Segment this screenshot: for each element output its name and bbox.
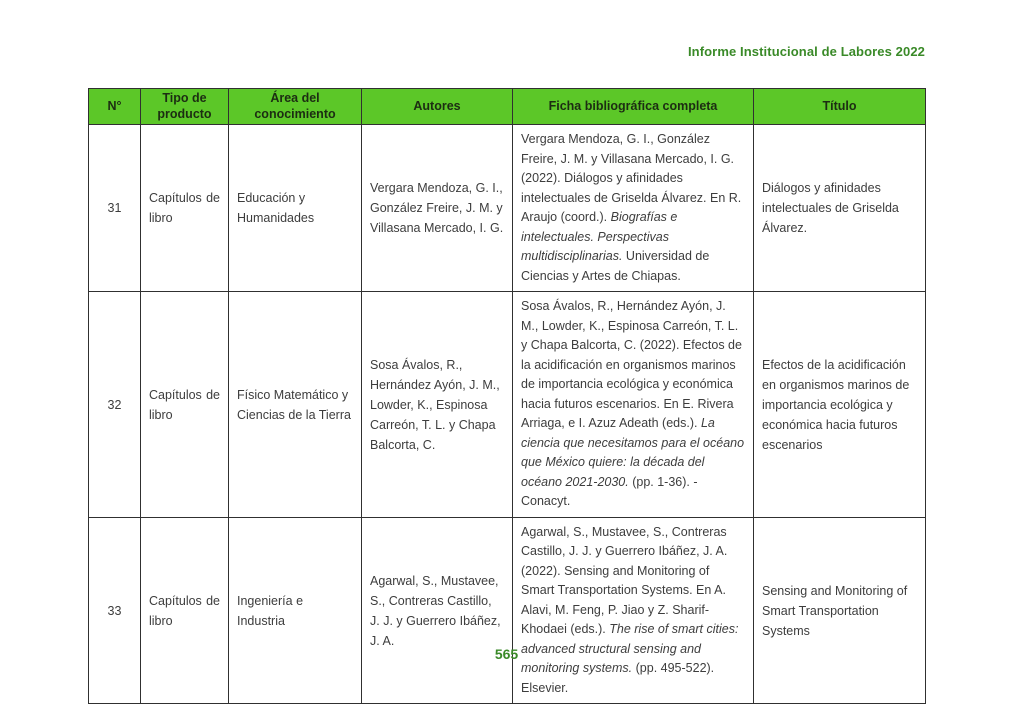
bibliography-table xyxy=(88,88,926,704)
cell-ficha-bibliografica xyxy=(513,125,754,292)
cell-titulo: Sensing and Monitoring of Smart Transportation Systems xyxy=(754,517,926,704)
ficha-segment: (pp. 495-522). Elsevier. xyxy=(521,661,715,695)
ficha-segment-italic: Biografías e intelectuales. Perspectivas multidisciplinarias. xyxy=(521,210,678,264)
ficha-segment-italic: The rise of smart cities: advanced structural sensing and monitoring systems. xyxy=(521,622,739,676)
cell-titulo: Diálogos y afinidades intelectuales de Griselda Álvarez. xyxy=(754,125,926,292)
cell-tipo-producto: Capítulos de libro xyxy=(141,292,229,518)
cell-ficha-bibliografica xyxy=(513,517,754,704)
column-header-4: Ficha bibliográfica completa xyxy=(513,89,754,125)
cell-autores: Agarwal, S., Mustavee, S., Contreras Castillo, J. J. y Guerrero Ibáñez, J. A. xyxy=(362,517,513,704)
cell-tipo-producto: Capítulos de libro xyxy=(141,125,229,292)
ficha-segment: Sosa Ávalos, R., Hernández Ayón, J. M., Lowder, K., Espinosa Carreón, T. L. y Chapa Balcorta, C. (2022). Efectos de la acidificación en organismos marinos de importancia ecológica y económica hacia futuros escenarios. En E. Rivera Arriaga, e I. Azuz Adeath (eds.). xyxy=(521,299,742,431)
cell-ficha-bibliografica xyxy=(513,292,754,518)
table-header-row xyxy=(89,89,926,125)
cell-area-conocimiento: Ingeniería e Industria xyxy=(229,517,362,704)
column-header-0: N° xyxy=(89,89,141,125)
cell-autores: Sosa Ávalos, R., Hernández Ayón, J. M., Lowder, K., Espinosa Carreón, T. L. y Chapa Balcorta, C. xyxy=(362,292,513,518)
table-row xyxy=(89,517,926,704)
running-head: Informe Institucional de Labores 2022 xyxy=(687,44,925,59)
column-header-1: Tipo de producto xyxy=(141,89,229,125)
cell-tipo-producto: Capítulos de libro xyxy=(141,517,229,704)
column-header-2: Área del conocimiento xyxy=(229,89,362,125)
cell-area-conocimiento: Educación y Humanidades xyxy=(229,125,362,292)
cell-numero: 31 xyxy=(89,125,141,292)
ficha-segment: Agarwal, S., Mustavee, S., Contreras Castillo, J. J. y Guerrero Ibáñez, J. A. (2022). Sensing and Monitoring of Smart Transportation Systems. En A. Alavi, M. Feng, P. Jiao y Z. Sharif-Khodaei (eds.). xyxy=(521,524,728,637)
cell-numero: 33 xyxy=(89,517,141,704)
ficha-segment: Universidad de Ciencias y Artes de Chiapas. xyxy=(521,249,710,283)
ficha-segment-italic: La ciencia que necesitamos para el océano que México quiere: la década del océano 2021-2030. xyxy=(521,416,745,489)
table-row xyxy=(89,292,926,518)
column-header-3: Autores xyxy=(362,89,513,125)
cell-titulo: Efectos de la acidificación en organismos marinos de importancia ecológica y económica hacia futuros escenarios xyxy=(754,292,926,518)
cell-numero: 32 xyxy=(89,292,141,518)
table-body xyxy=(89,125,926,704)
table-row xyxy=(89,125,926,292)
cell-area-conocimiento: Físico Matemático y Ciencias de la Tierra xyxy=(229,292,362,518)
page-number: 565 xyxy=(494,646,519,662)
ficha-segment: (pp. 1-36). -Conacyt. xyxy=(521,474,698,509)
cell-autores: Vergara Mendoza, G. I., González Freire, J. M. y Villasana Mercado, I. G. xyxy=(362,125,513,292)
ficha-segment: Vergara Mendoza, G. I., González Freire, J. M. y Villasana Mercado, I. G. (2022). Diálogos y afinidades intelectuales de Griselda Álvarez. En R. Araujo (coord.). xyxy=(521,132,742,225)
column-header-5: Título xyxy=(754,89,926,125)
